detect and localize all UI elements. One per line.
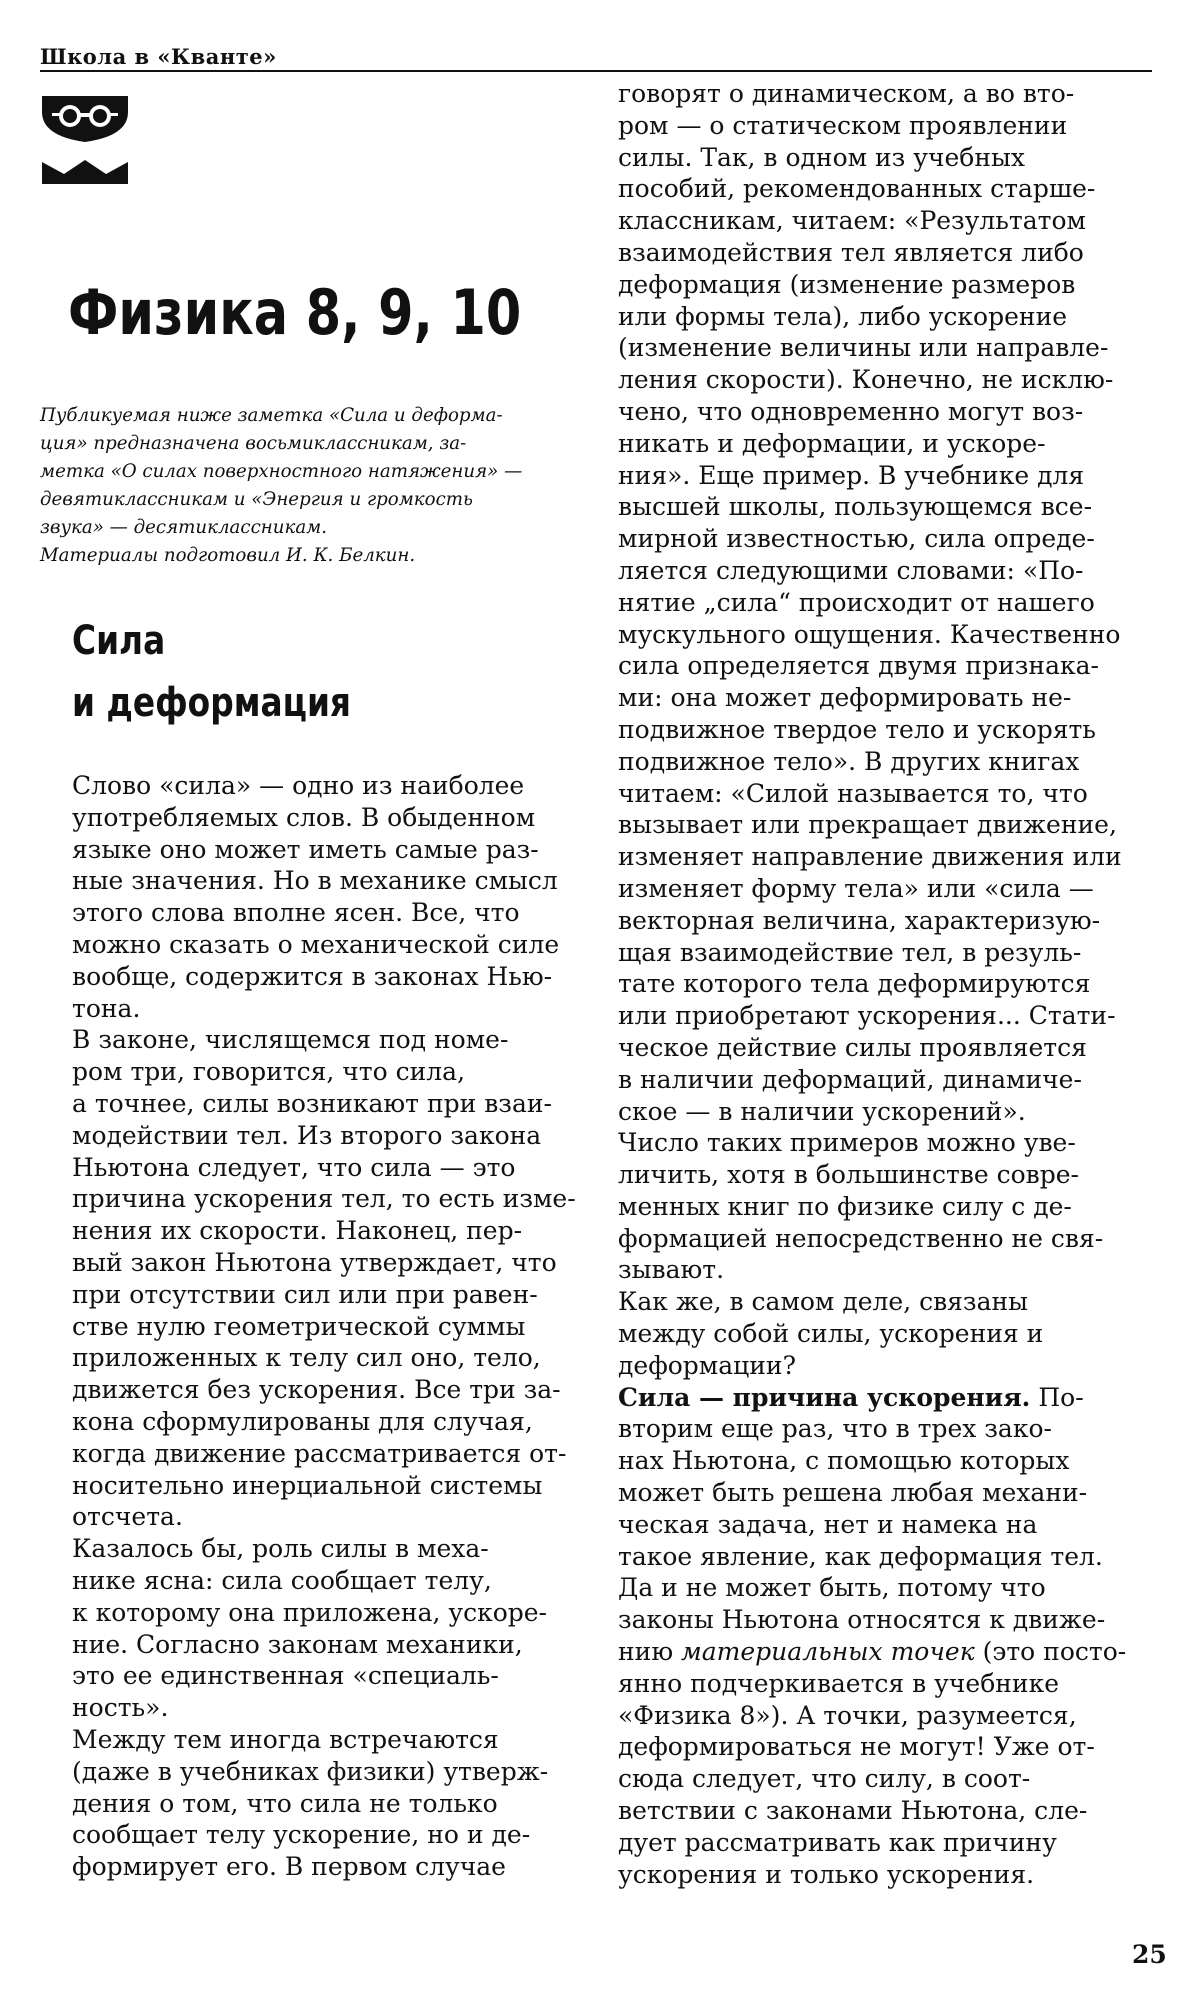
- text-line: при отсутствии сил или при равен-: [72, 1279, 538, 1309]
- text-line: ние. Согласно законам механики,: [72, 1629, 523, 1659]
- text-line: вый закон Ньютона утверждает, что: [72, 1247, 557, 1277]
- text-line: никать и деформации, и ускоре-: [618, 428, 1046, 458]
- text-line: Слово «сила» — одно из наиболее: [72, 771, 525, 800]
- text-line: высшей школы, пользующемся все-: [618, 492, 1093, 522]
- text-fragment: нию: [618, 1637, 674, 1667]
- text-line: дения о том, что сила не только: [72, 1788, 498, 1818]
- text-line: читаем: «Силой называется то, что: [618, 778, 1088, 808]
- text-line: а точнее, силы возникают при взаи-: [72, 1088, 552, 1118]
- text-line: Как же, в самом деле, связаны: [618, 1287, 1029, 1317]
- text-line: формацией непосредственно не свя-: [618, 1223, 1104, 1253]
- text-line: ления скорости). Конечно, не исклю-: [618, 365, 1114, 395]
- text-line: ми: она может деформировать не-: [618, 683, 1072, 713]
- text-line: силы. Так, в одном из учебных: [618, 142, 1025, 172]
- text-line: личить, хотя в большинстве совре-: [618, 1160, 1079, 1190]
- page-number: 25: [1132, 1940, 1167, 1969]
- intro-line: ция» предназначена восьмиклассникам, за-: [40, 433, 467, 454]
- text-line: ляется следующими словами: «По-: [618, 555, 1084, 585]
- text-line: менных книг по физике силу с де-: [618, 1191, 1072, 1221]
- text-line: Ньютона следует, что сила — это: [72, 1152, 516, 1182]
- right-text-column: [618, 78, 1160, 1890]
- text-line: когда движение рассматривается от-: [72, 1438, 567, 1468]
- text-line: сюда следует, что силу, в соот-: [618, 1764, 1031, 1794]
- text-line: [618, 1382, 1160, 1414]
- text-line: (даже в учебниках физики) утверж-: [72, 1756, 549, 1786]
- text-line: В законе, числящемся под номе-: [72, 1025, 509, 1055]
- text-line: деформации?: [618, 1350, 796, 1380]
- text-line: причина ускорения тел, то есть изме-: [72, 1184, 576, 1214]
- intro-line: девятиклассникам и «Энергия и громкость: [40, 489, 473, 510]
- text-line: ускорения и только ускорения.: [618, 1859, 1035, 1889]
- emphasis-text: материальных точек: [681, 1637, 975, 1667]
- text-line: к которому она приложена, ускоре-: [72, 1597, 547, 1627]
- text-line: сила определяется двумя признака-: [618, 651, 1099, 681]
- text-line: ческое действие силы проявляется: [618, 1032, 1087, 1062]
- text-line: ния». Еще пример. В учебнике для: [618, 460, 1085, 490]
- text-line: Да и не может быть, потому что: [618, 1573, 1046, 1603]
- text-line: подвижное тело». В других книгах: [618, 746, 1080, 776]
- text-line: языке оно может иметь самые раз-: [72, 834, 539, 864]
- text-line: деформация (изменение размеров: [618, 269, 1076, 299]
- text-line: щая взаимодействие тел, в резуль-: [618, 937, 1082, 967]
- header-rule: [40, 70, 1152, 72]
- text-line: кона сформулированы для случая,: [72, 1406, 533, 1436]
- intro-line: Публикуемая ниже заметка «Сила и деформа-: [40, 405, 503, 426]
- text-line: дует рассматривать как причину: [618, 1827, 1057, 1857]
- intro-line: звука» — десятиклассникам.: [40, 517, 328, 538]
- left-text-column: [72, 770, 577, 1883]
- article-title: [72, 610, 482, 734]
- article-title-line-1: Сила: [72, 618, 166, 664]
- text-line: векторная величина, характеризую-: [618, 905, 1101, 935]
- text-fragment: По-: [1038, 1382, 1084, 1412]
- text-line: отсчета.: [72, 1502, 183, 1532]
- text-line: употребляемых слов. В обыденном: [72, 802, 536, 832]
- text-line: классникам, читаем: «Результатом: [618, 206, 1086, 236]
- text-line: подвижное твердое тело и ускорять: [618, 714, 1096, 744]
- text-line: деформироваться не могут! Уже от-: [618, 1732, 1095, 1762]
- text-line: этого слова вполне ясен. Все, что: [72, 898, 520, 928]
- text-line: формирует его. В первом случае: [72, 1852, 506, 1882]
- section-header-label: Школа в «Кванте»: [40, 44, 277, 69]
- text-line: изменяет форму тела» или «сила —: [618, 873, 1094, 903]
- text-line: ческая задача, нет и намека на: [618, 1509, 1038, 1539]
- text-line: ром три, говорится, что сила,: [72, 1057, 466, 1087]
- text-line: мускульного ощущения. Качественно: [618, 619, 1121, 649]
- text-line: или формы тела), либо ускорение: [618, 301, 1068, 331]
- text-line: тона.: [72, 993, 141, 1023]
- text-line: пособий, рекомендованных старше-: [618, 174, 1096, 204]
- text-line: зывают.: [618, 1255, 725, 1285]
- text-line: ные значения. Но в механике смысл: [72, 866, 558, 896]
- text-line: взаимодействия тел является либо: [618, 237, 1084, 267]
- glasses-owl-icon: [40, 94, 130, 186]
- text-line: вызывает или прекращает движение,: [618, 810, 1117, 840]
- article-title-line-2: и деформация: [72, 680, 351, 726]
- text-line: движется без ускорения. Все три за-: [72, 1375, 561, 1405]
- text-line: может быть решена любая механи-: [618, 1478, 1088, 1508]
- text-line: нения их скорости. Наконец, пер-: [72, 1216, 523, 1246]
- text-line: изменяет направление движения или: [618, 842, 1122, 872]
- text-line: приложенных к телу сил оно, тело,: [72, 1343, 541, 1373]
- text-line: или приобретают ускорения... Стати-: [618, 1001, 1116, 1031]
- text-line: «Физика 8»). А точки, разумеется,: [618, 1700, 1077, 1730]
- text-line: нах Ньютона, с помощью которых: [618, 1446, 1070, 1476]
- text-line: говорят о динамическом, а во вто-: [618, 79, 1075, 108]
- text-line: чено, что одновременно могут воз-: [618, 396, 1084, 426]
- text-line: ром — о статическом проявлении: [618, 110, 1068, 140]
- text-line: ность».: [72, 1693, 169, 1723]
- text-line: вообще, содержится в законах Нью-: [72, 961, 553, 991]
- text-line: нике ясна: сила сообщает телу,: [72, 1565, 492, 1595]
- intro-line: Материалы подготовил И. К. Белкин.: [40, 545, 416, 566]
- text-line: законы Ньютона относятся к движе-: [618, 1605, 1106, 1635]
- intro-note: [40, 402, 580, 570]
- text-line: ветствии с законами Ньютона, сле-: [618, 1796, 1088, 1826]
- text-line: Между тем иногда встречаются: [72, 1724, 499, 1754]
- text-line: стве нулю геометрической суммы: [72, 1311, 526, 1341]
- text-line: такое явление, как деформация тел.: [618, 1541, 1103, 1571]
- text-line: можно сказать о механической силе: [72, 929, 560, 959]
- page-title: Физика 8, 9, 10: [68, 276, 522, 349]
- text-line: Число таких примеров можно уве-: [618, 1128, 1076, 1158]
- text-line: [618, 1636, 1160, 1668]
- text-line: в наличии деформаций, динамиче-: [618, 1064, 1082, 1094]
- text-line: (изменение величины или направле-: [618, 333, 1109, 363]
- text-line: вторим еще раз, что в трех зако-: [618, 1414, 1052, 1444]
- text-line: янно подчеркивается в учебнике: [618, 1668, 1059, 1698]
- text-line: ское — в наличии ускорений».: [618, 1096, 1026, 1126]
- text-line: мирной известностью, сила опреде-: [618, 524, 1095, 554]
- section-heading: Сила — причина ускорения.: [618, 1382, 1031, 1412]
- text-line: сообщает телу ускорение, но и де-: [72, 1820, 531, 1850]
- text-line: между собой силы, ускорения и: [618, 1319, 1044, 1349]
- text-line: носительно инерциальной системы: [72, 1470, 543, 1500]
- text-line: тате которого тела деформируются: [618, 969, 1091, 999]
- intro-line: метка «О силах поверхностного натяжения» —: [40, 461, 523, 482]
- text-line: модействии тел. Из второго закона: [72, 1120, 542, 1150]
- text-line: нятие „сила“ происходит от нашего: [618, 587, 1095, 617]
- text-fragment: (это посто-: [982, 1637, 1127, 1667]
- text-line: это ее единственная «специаль-: [72, 1661, 499, 1691]
- text-line: Казалось бы, роль силы в меха-: [72, 1534, 489, 1564]
